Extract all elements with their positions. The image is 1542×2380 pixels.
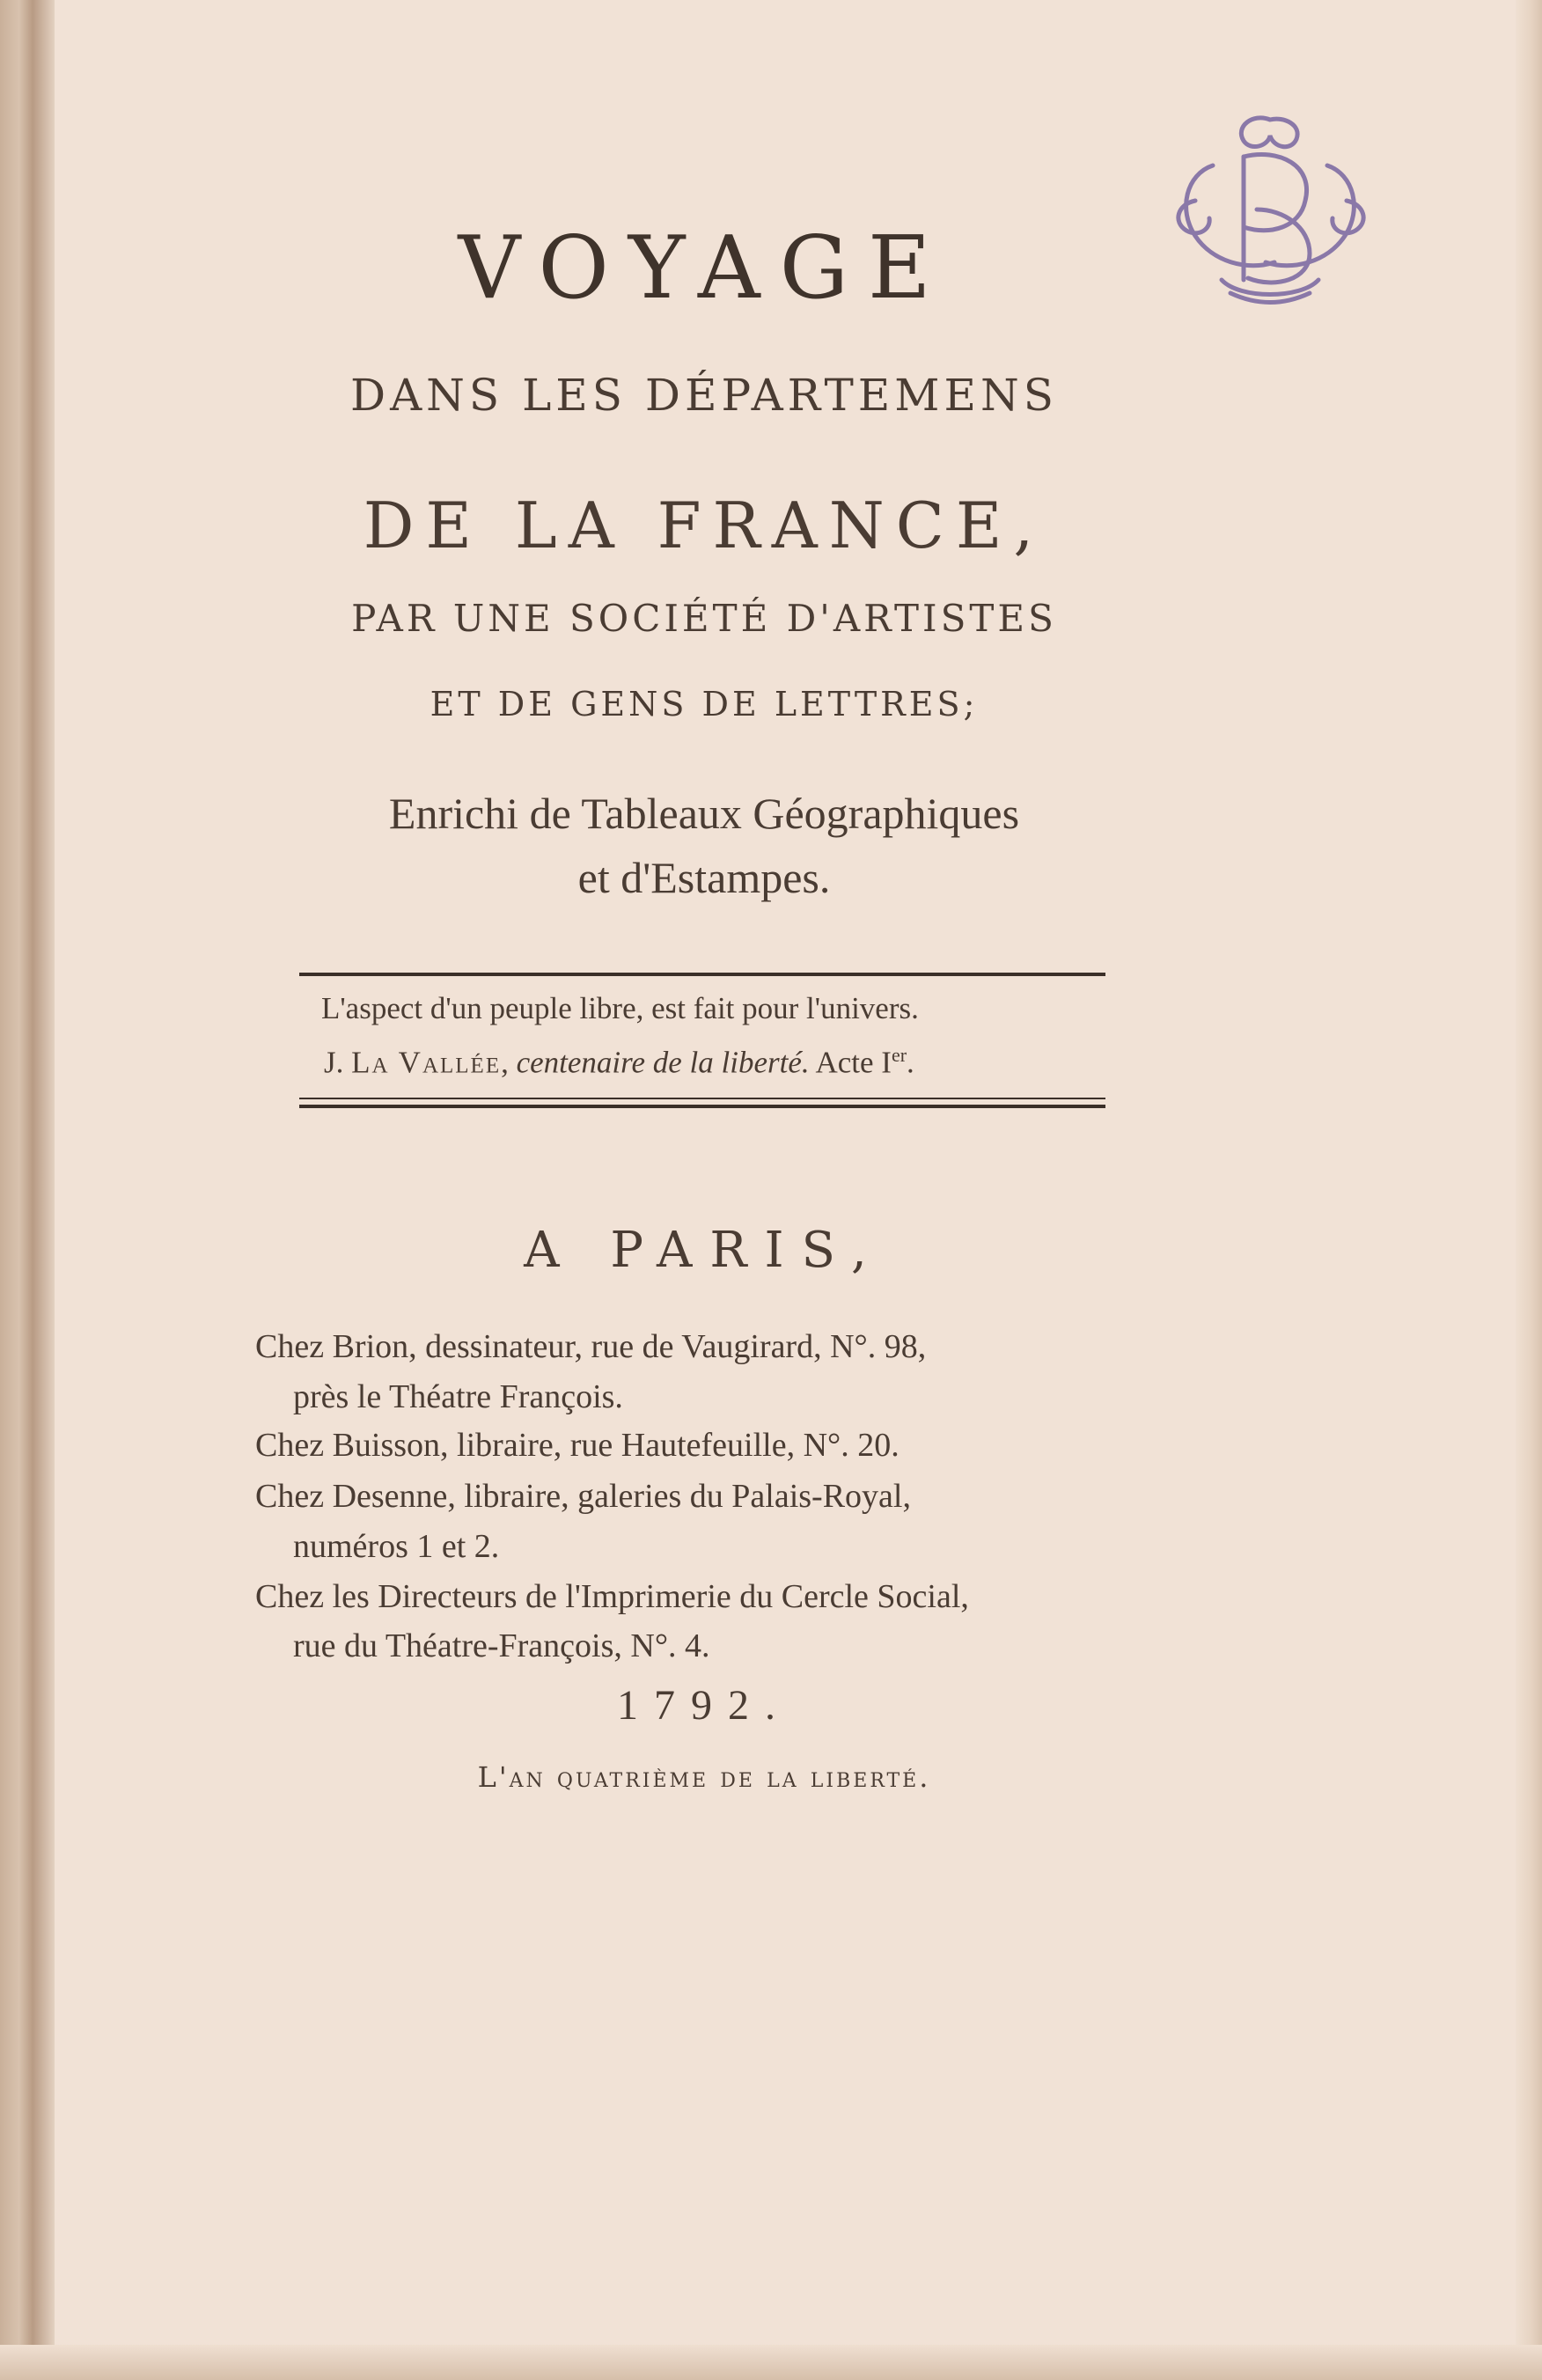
book-spine (0, 0, 55, 2380)
address-line: Chez Brion, dessinateur, rue de Vaugirard, N°. 98, (255, 1328, 927, 1365)
author-name: La Vallée (351, 1045, 502, 1080)
page-edge (1516, 0, 1542, 2380)
address-line: Chez Buisson, libraire, rue Hautefeuille, N°. 20. (255, 1427, 900, 1464)
address-line: Chez Desenne, libraire, galeries du Palais-Royal, (255, 1478, 911, 1515)
epigraph-bottom-rule-thin (299, 1098, 1105, 1099)
subtitle-line-3: PAR UNE SOCIÉTÉ D'ARTISTES (351, 597, 1057, 640)
subtitle-line-4: ET DE GENS DE LETTRES; (430, 685, 979, 724)
address-line: numéros 1 et 2. (293, 1528, 500, 1565)
enrichment-line-2: et d'Estampes. (577, 853, 831, 902)
enrichment-line-1: Enrichi de Tableaux Géographiques (388, 789, 1020, 838)
epigraph-attribution (324, 1044, 1116, 1081)
epigraph-quote: L'aspect d'un peuple libre, est fait pour l'univers. (321, 991, 919, 1025)
revolutionary-year: L'an quatrième de la liberté. (477, 1760, 931, 1794)
subtitle-line-1: DANS LES DÉPARTEMENS (349, 370, 1058, 421)
author-initial: J. (324, 1045, 344, 1080)
epigraph-bottom-rule-thick (299, 1105, 1105, 1108)
address-line: rue du Théatre-François, N°. 4. (293, 1627, 710, 1664)
imprint-city: A PARIS, (524, 1222, 885, 1279)
publication-year: 1792. (617, 1682, 791, 1729)
epigraph-top-rule (299, 973, 1105, 976)
address-line: près le Théatre François. (293, 1378, 623, 1415)
act-label: Acte I (815, 1045, 892, 1080)
book-title: VOYAGE (458, 218, 951, 319)
act-end: . (907, 1045, 914, 1080)
work-title: centenaire de la liberté. (516, 1045, 810, 1080)
subtitle-line-2: DE LA FRANCE, (363, 488, 1046, 562)
attribution-separator: , (501, 1045, 509, 1080)
act-superscript: er (891, 1044, 907, 1066)
address-line: Chez les Directeurs de l'Imprimerie du Cercle Social, (255, 1578, 969, 1615)
page-bottom-edge (0, 2345, 1542, 2380)
